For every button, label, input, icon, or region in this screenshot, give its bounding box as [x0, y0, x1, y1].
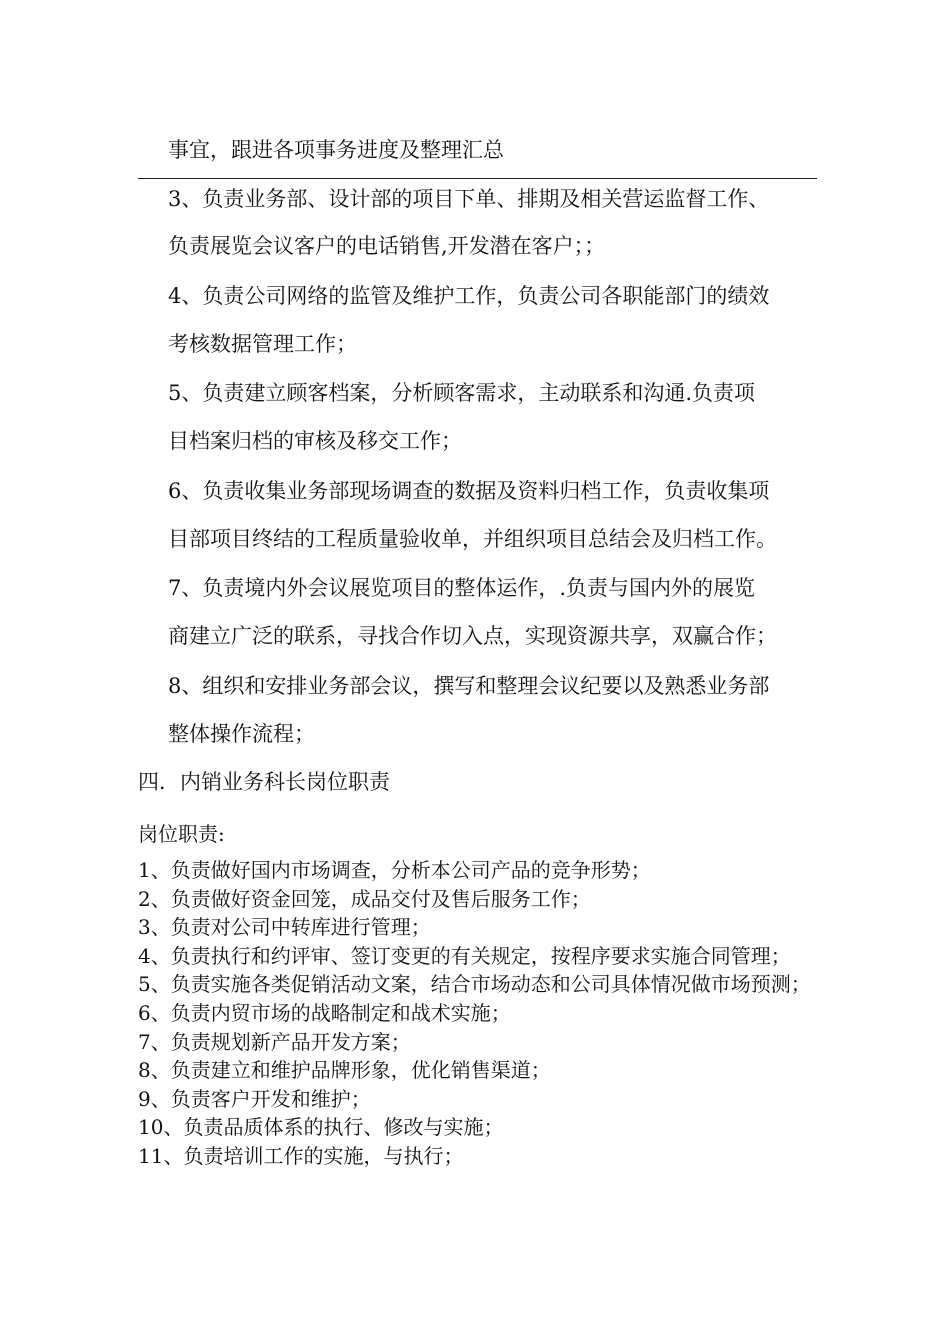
section-heading: 四．内销业务科长岗位职责 — [138, 770, 390, 794]
duty-line: 目档案归档的审核及移交工作； — [168, 429, 462, 453]
horizontal-rule — [138, 178, 817, 179]
duty-line: 3、负责业务部、设计部的项目下单、排期及相关营运监督工作、 — [168, 187, 770, 211]
list-item: 4、负责执行和约评审、签订变更的有关规定，按程序要求实施合同管理； — [138, 943, 791, 968]
duty-line: 考核数据管理工作； — [168, 332, 357, 356]
section-subheading: 岗位职责: — [138, 822, 225, 846]
duty-line: 负责展览会议客户的电话销售,开发潜在客户；； — [168, 234, 606, 258]
list-item: 9、负责客户开发和维护； — [138, 1086, 371, 1111]
duty-line: 6、负责收集业务部现场调查的数据及资料归档工作，负责收集项 — [168, 479, 770, 503]
list-item: 6、负责内贸市场的战略制定和战术实施； — [138, 1000, 511, 1025]
duty-line: 5、负责建立顾客档案，分析顾客需求，主动联系和沟通.负责项 — [168, 381, 756, 405]
continuation-line: 事宜，跟进各项事务进度及整理汇总 — [168, 138, 504, 162]
list-item: 11、负责培训工作的实施，与执行； — [138, 1143, 464, 1168]
duty-line: 7、负责境内外会议展览项目的整体运作，.负责与国内外的展览 — [168, 576, 756, 600]
duty-line: 8、组织和安排业务部会议，撰写和整理会议纪要以及熟悉业务部 — [168, 674, 770, 698]
duty-line: 商建立广泛的联系，寻找合作切入点，实现资源共享，双赢合作； — [168, 624, 777, 648]
list-item: 3、负责对公司中转库进行管理； — [138, 915, 431, 940]
list-item: 7、负责规划新产品开发方案； — [138, 1029, 411, 1054]
duty-list — [138, 856, 818, 1171]
duty-line: 整体操作流程； — [168, 722, 315, 746]
list-item: 1、负责做好国内市场调查，分析本公司产品的竞争形势； — [138, 858, 651, 882]
list-item: 8、负责建立和维护品牌形象，优化销售渠道； — [138, 1058, 551, 1083]
list-item: 10、负责品质体系的执行、修改与实施； — [138, 1115, 504, 1140]
duty-line: 目部项目终结的工程质量验收单，并组织项目总结会及归档工作。 — [168, 527, 777, 551]
list-item: 5、负责实施各类促销活动文案，结合市场动态和公司具体情况做市场预测； — [138, 972, 811, 997]
list-item: 2、负责做好资金回笼，成品交付及售后服务工作； — [138, 886, 591, 911]
duty-line: 4、负责公司网络的监管及维护工作，负责公司各职能部门的绩效 — [168, 284, 770, 308]
